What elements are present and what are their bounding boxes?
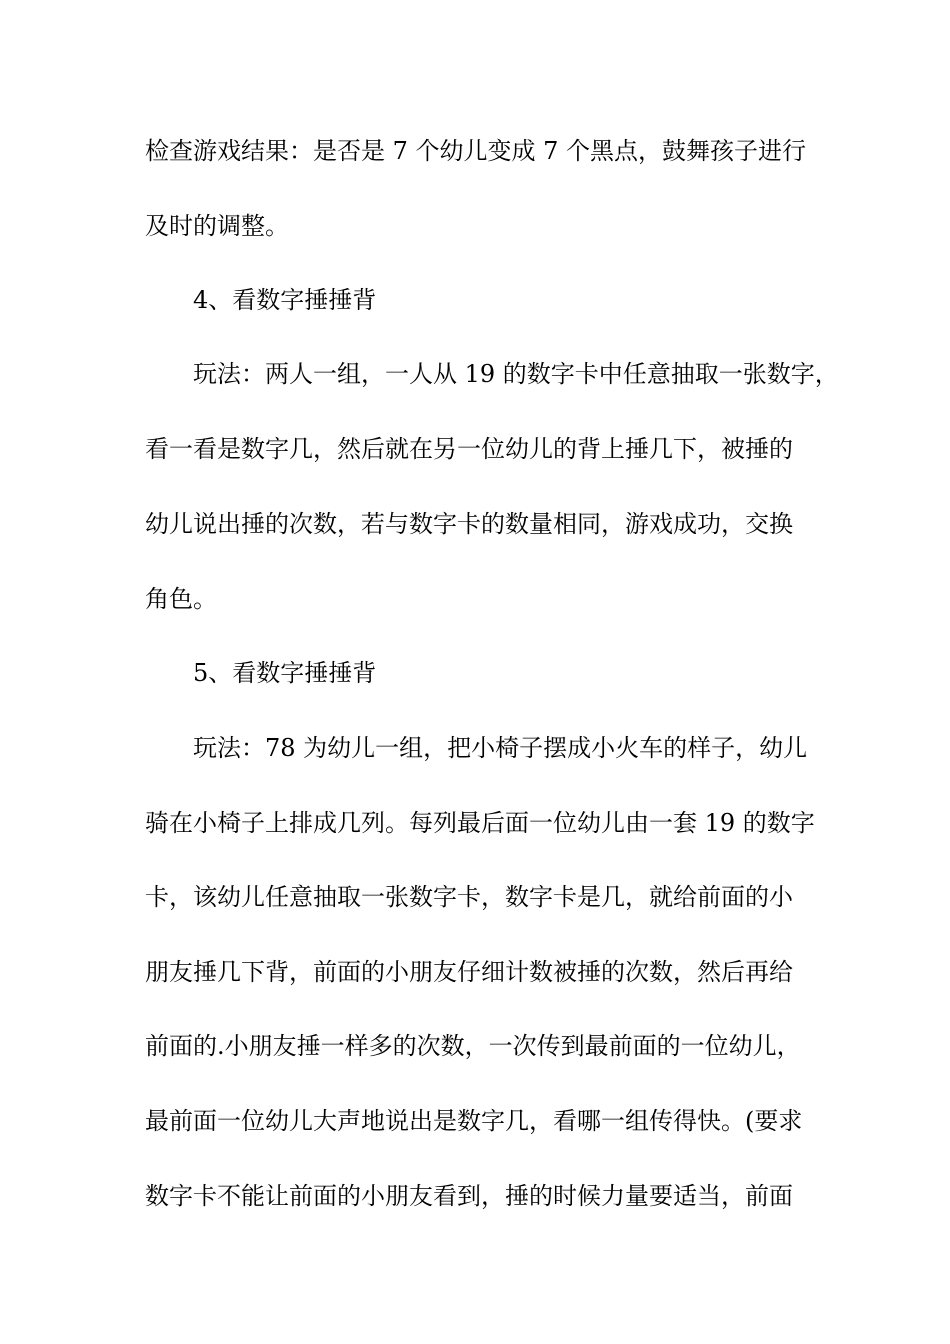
section-heading: 4、看数字捶捶背 bbox=[193, 286, 377, 314]
paragraph-line: 及时的调整。 bbox=[145, 212, 289, 240]
paragraph-line: 看一看是数字几，然后就在另一位幼儿的背上捶几下，被捶的 bbox=[145, 435, 793, 463]
paragraph-line: 最前面一位幼儿大声地说出是数字几，看哪一组传得快。(要求 bbox=[145, 1107, 803, 1135]
paragraph-line: 卡，该幼儿任意抽取一张数字卡，数字卡是几，就给前面的小 bbox=[145, 883, 793, 911]
paragraph-line: 前面的.小朋友捶一样多的次数，一次传到最前面的一位幼儿， bbox=[145, 1032, 801, 1060]
paragraph-line: 数字卡不能让前面的小朋友看到，捶的时候力量要适当，前面 bbox=[145, 1182, 793, 1210]
paragraph-line: 玩法：78 为幼儿一组，把小椅子摆成小火车的样子，幼儿 bbox=[193, 734, 808, 762]
paragraph-line: 检查游戏结果：是否是 7 个幼儿变成 7 个黑点，鼓舞孩子进行 bbox=[145, 137, 807, 165]
paragraph-line: 角色。 bbox=[145, 585, 217, 613]
paragraph-line: 朋友捶几下背，前面的小朋友仔细计数被捶的次数，然后再给 bbox=[145, 958, 793, 986]
paragraph-line: 玩法：两人一组，一人从 19 的数字卡中任意抽取一张数字， bbox=[193, 360, 839, 388]
paragraph-line: 骑在小椅子上排成几列。每列最后面一位幼儿由一套 19 的数字 bbox=[145, 809, 815, 837]
section-heading: 5、看数字捶捶背 bbox=[193, 659, 377, 687]
paragraph-line: 幼儿说出捶的次数，若与数字卡的数量相同，游戏成功，交换 bbox=[145, 510, 793, 538]
